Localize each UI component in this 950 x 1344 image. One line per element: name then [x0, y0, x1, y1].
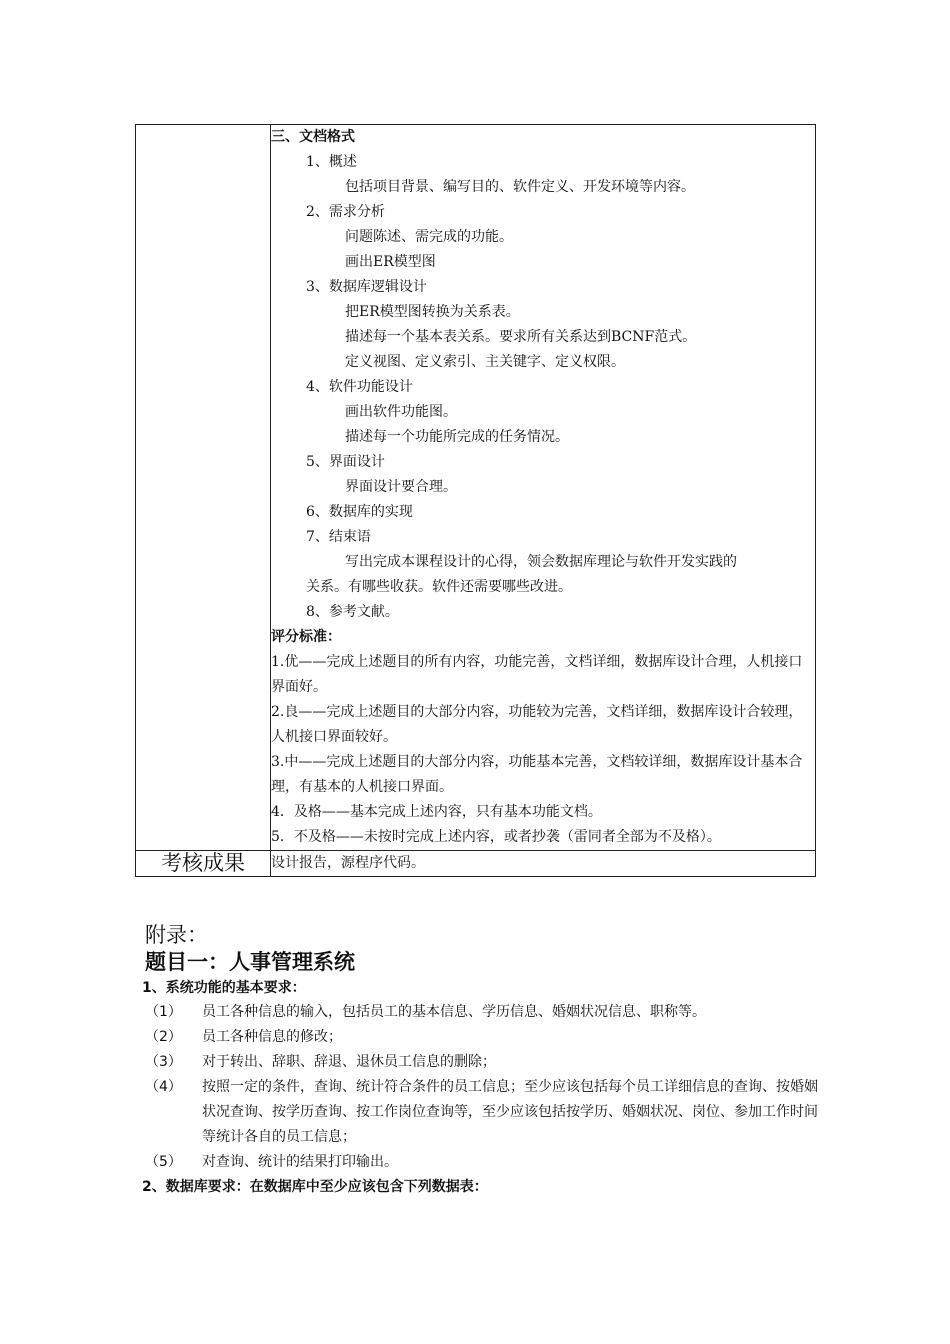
requirement-number: （5）: [145, 1154, 182, 1170]
conclusion-line-1: 写出完成本课程设计的心得，领会数据库理论与软件开发实践的: [345, 554, 737, 570]
format-item-title: 5、界面设计: [306, 454, 385, 470]
conclusion-line-2: 关系。有哪些收获。软件还需要哪些改进。: [306, 579, 572, 595]
section-heading-functions: 1、系统功能的基本要求：: [142, 980, 306, 996]
requirement-item: [145, 1025, 825, 1050]
grading-heading: 评分标准：: [271, 629, 341, 645]
format-item-detail: 定义视图、定义索引、主关键字、定义权限。: [345, 354, 625, 370]
requirement-item: [145, 1050, 825, 1075]
format-item-title: 7、结束语: [306, 529, 371, 545]
format-item-title: 4、软件功能设计: [306, 379, 413, 395]
format-item-title: 2、需求分析: [306, 204, 385, 220]
requirement-item: [145, 1075, 825, 1150]
topic-title: 题目一：人事管理系统: [145, 950, 355, 974]
assessment-value: 设计报告，源程序代码。: [271, 851, 816, 877]
format-item-detail: 问题陈述、需完成的功能。: [345, 229, 513, 245]
format-item-title: 3、数据库逻辑设计: [306, 279, 427, 295]
format-item-title: 8、参考文献。: [306, 604, 399, 620]
grading-criterion: 2.良——完成上述题目的大部分内容，功能较为完善，文档详细，数据库设计合较理，人机接口界面较好。: [271, 704, 803, 745]
requirement-text: 员工各种信息的输入，包括员工的基本信息、学历信息、婚姻状况信息、职称等。: [202, 1004, 706, 1020]
format-item-title: 1、概述: [306, 154, 357, 170]
appendix-title: 附录：: [145, 923, 208, 947]
grading-criterion: 5．不及格——未按时完成上述内容，或者抄袭（雷同者全部为不及格）。: [271, 829, 721, 845]
appendix: [142, 922, 825, 1199]
empty-left-cell: [136, 125, 271, 851]
requirement-text: 按照一定的条件，查询、统计符合条件的员工信息；至少应该包括每个员工详细信息的查询、按婚姻状况查询、按学历查询、按工作岗位查询等，至少应该包括按学历、婚姻状况、岗位、参加工作时间等统计各自的员工信息；: [202, 1079, 818, 1145]
requirements-table: [135, 124, 816, 877]
requirement-text: 对查询、统计的结果打印输出。: [202, 1154, 398, 1170]
requirement-number: （3）: [145, 1054, 182, 1070]
format-item-detail: 画出软件功能图。: [345, 404, 457, 420]
format-item-detail: 把ER模型图转换为关系表。: [345, 304, 520, 320]
format-item-detail: 界面设计要合理。: [345, 479, 457, 495]
requirement-item: [145, 1150, 825, 1175]
format-cell: [271, 125, 816, 851]
section-heading: 三、文档格式: [271, 129, 355, 145]
requirement-number: （1）: [145, 1004, 182, 1020]
requirement-item: [145, 1000, 825, 1025]
requirement-number: （4）: [145, 1079, 182, 1095]
format-item-detail: 描述每一个功能所完成的任务情况。: [345, 429, 569, 445]
grading-criterion: 4．及格——基本完成上述内容，只有基本功能文档。: [271, 804, 602, 820]
format-item-title: 6、数据库的实现: [306, 504, 413, 520]
section-heading-database: 2、数据库要求：在数据库中至少应该包含下列数据表：: [142, 1179, 488, 1195]
grading-criterion: 1.优——完成上述题目的所有内容，功能完善，文档详细，数据库设计合理，人机接口界面好。: [271, 654, 803, 695]
format-item-detail: 画出ER模型图: [345, 254, 436, 270]
requirement-number: （2）: [145, 1029, 182, 1045]
grading-criterion: 3.中——完成上述题目的大部分内容，功能基本完善，文档较详细，数据库设计基本合理，有基本的人机接口界面。: [271, 754, 803, 795]
requirement-text: 对于转出、辞职、辞退、退休员工信息的删除；: [202, 1054, 496, 1070]
requirement-text: 员工各种信息的修改；: [202, 1029, 342, 1045]
format-item-detail: 包括项目背景、编写目的、软件定义、开发环境等内容。: [345, 179, 695, 195]
format-item-detail: 描述每一个基本表关系。要求所有关系达到BCNF范式。: [345, 329, 697, 345]
assessment-label: 考核成果: [136, 851, 271, 877]
